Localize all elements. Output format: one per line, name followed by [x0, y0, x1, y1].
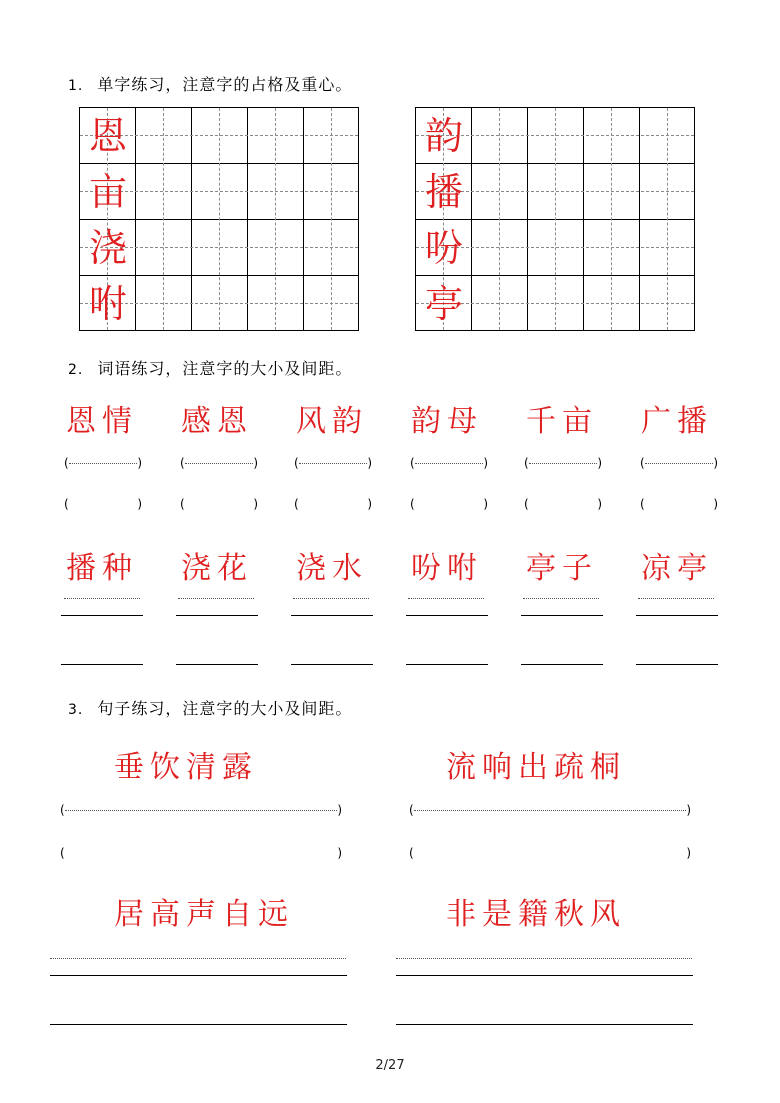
word-practice-8: 浇花	[181, 551, 253, 586]
section3-heading	[68, 696, 352, 719]
practice-grid-right	[415, 107, 695, 331]
answer-blank-6[interactable]: ( )	[640, 497, 718, 511]
sentence-pinyin-blank-1[interactable]: ( )	[60, 803, 342, 817]
dotted-guide-line	[293, 598, 369, 599]
writing-line[interactable]	[636, 664, 718, 665]
word-practice-3: 风韵	[296, 404, 368, 439]
sentence-answer-blank-1[interactable]: ( )	[60, 846, 342, 860]
sentence-practice-4: 非是籍秋风	[446, 897, 626, 932]
answer-blank-2[interactable]: ( )	[180, 497, 258, 511]
sentence-practice-1: 垂饮清露	[114, 750, 258, 785]
dotted-guide-line	[50, 958, 346, 959]
writing-line[interactable]	[406, 664, 488, 665]
pinyin-blank-6[interactable]: ( )	[640, 456, 718, 470]
answer-blank-1[interactable]: ( )	[64, 497, 142, 511]
word-practice-11: 亭子	[526, 551, 598, 586]
dotted-guide-line	[178, 598, 254, 599]
word-practice-7: 播种	[66, 551, 138, 586]
page-number: 2/27	[375, 1058, 405, 1073]
dotted-guide-line	[396, 958, 692, 959]
writing-line[interactable]	[291, 615, 373, 616]
answer-blank-5[interactable]: ( )	[524, 497, 602, 511]
word-practice-4: 韵母	[411, 404, 483, 439]
left-char-1: 恩	[88, 114, 127, 158]
writing-line[interactable]	[636, 615, 718, 616]
writing-line[interactable]	[396, 1024, 693, 1025]
section3-title: 句子练习，注意字的大小及间距。	[97, 699, 353, 718]
section2-number: 2.	[68, 362, 84, 378]
dotted-guide-line	[64, 598, 140, 599]
dotted-guide-line	[523, 598, 599, 599]
grid-guide-line	[219, 108, 220, 330]
writing-line[interactable]	[50, 1024, 347, 1025]
sentence-practice-2: 流响出疏桐	[446, 750, 626, 785]
writing-line[interactable]	[291, 664, 373, 665]
grid-guide-line	[667, 108, 668, 330]
right-char-1: 韵	[424, 114, 463, 158]
grid-guide-line	[555, 108, 556, 330]
pinyin-blank-5[interactable]: ( )	[524, 456, 602, 470]
right-char-3: 吩	[424, 226, 463, 270]
grid-guide-line	[611, 108, 612, 330]
word-practice-5: 千亩	[526, 404, 598, 439]
writing-line[interactable]	[521, 615, 603, 616]
answer-blank-3[interactable]: ( )	[294, 497, 372, 511]
section1-number: 1.	[68, 78, 84, 94]
pinyin-blank-3[interactable]: ( )	[294, 456, 372, 470]
pinyin-blank-4[interactable]: ( )	[410, 456, 488, 470]
section2-heading	[68, 356, 352, 379]
sentence-pinyin-blank-2[interactable]: ( )	[409, 803, 691, 817]
word-practice-10: 吩咐	[411, 551, 483, 586]
section1-title: 单字练习，注意字的占格及重心。	[97, 75, 353, 94]
grid-guide-line	[331, 108, 332, 330]
pinyin-blank-2[interactable]: ( )	[180, 456, 258, 470]
section3-number: 3.	[68, 702, 84, 718]
grid-guide-line	[275, 108, 276, 330]
writing-line[interactable]	[50, 975, 347, 976]
word-practice-9: 浇水	[296, 551, 368, 586]
section2-title: 词语练习，注意字的大小及间距。	[97, 359, 353, 378]
writing-line[interactable]	[176, 664, 258, 665]
word-practice-6: 广播	[641, 404, 713, 439]
writing-line[interactable]	[396, 975, 693, 976]
writing-line[interactable]	[176, 615, 258, 616]
sentence-answer-blank-2[interactable]: ( )	[409, 846, 691, 860]
left-char-3: 浇	[88, 226, 127, 270]
writing-line[interactable]	[406, 615, 488, 616]
left-char-4: 咐	[88, 282, 127, 326]
dotted-guide-line	[408, 598, 484, 599]
pinyin-blank-1[interactable]: ( )	[64, 456, 142, 470]
writing-line[interactable]	[521, 664, 603, 665]
left-char-2: 亩	[88, 170, 127, 214]
dotted-guide-line	[638, 598, 714, 599]
sentence-practice-3: 居高声自远	[114, 897, 294, 932]
writing-line[interactable]	[61, 664, 143, 665]
writing-line[interactable]	[61, 615, 143, 616]
word-practice-12: 凉亭	[641, 551, 713, 586]
right-char-2: 播	[424, 170, 463, 214]
practice-grid-left	[79, 107, 359, 331]
section1-heading	[68, 72, 352, 95]
right-char-4: 亭	[424, 282, 463, 326]
word-practice-2: 感恩	[181, 404, 253, 439]
word-practice-1: 恩情	[66, 404, 138, 439]
grid-guide-line	[499, 108, 500, 330]
answer-blank-4[interactable]: ( )	[410, 497, 488, 511]
grid-guide-line	[163, 108, 164, 330]
